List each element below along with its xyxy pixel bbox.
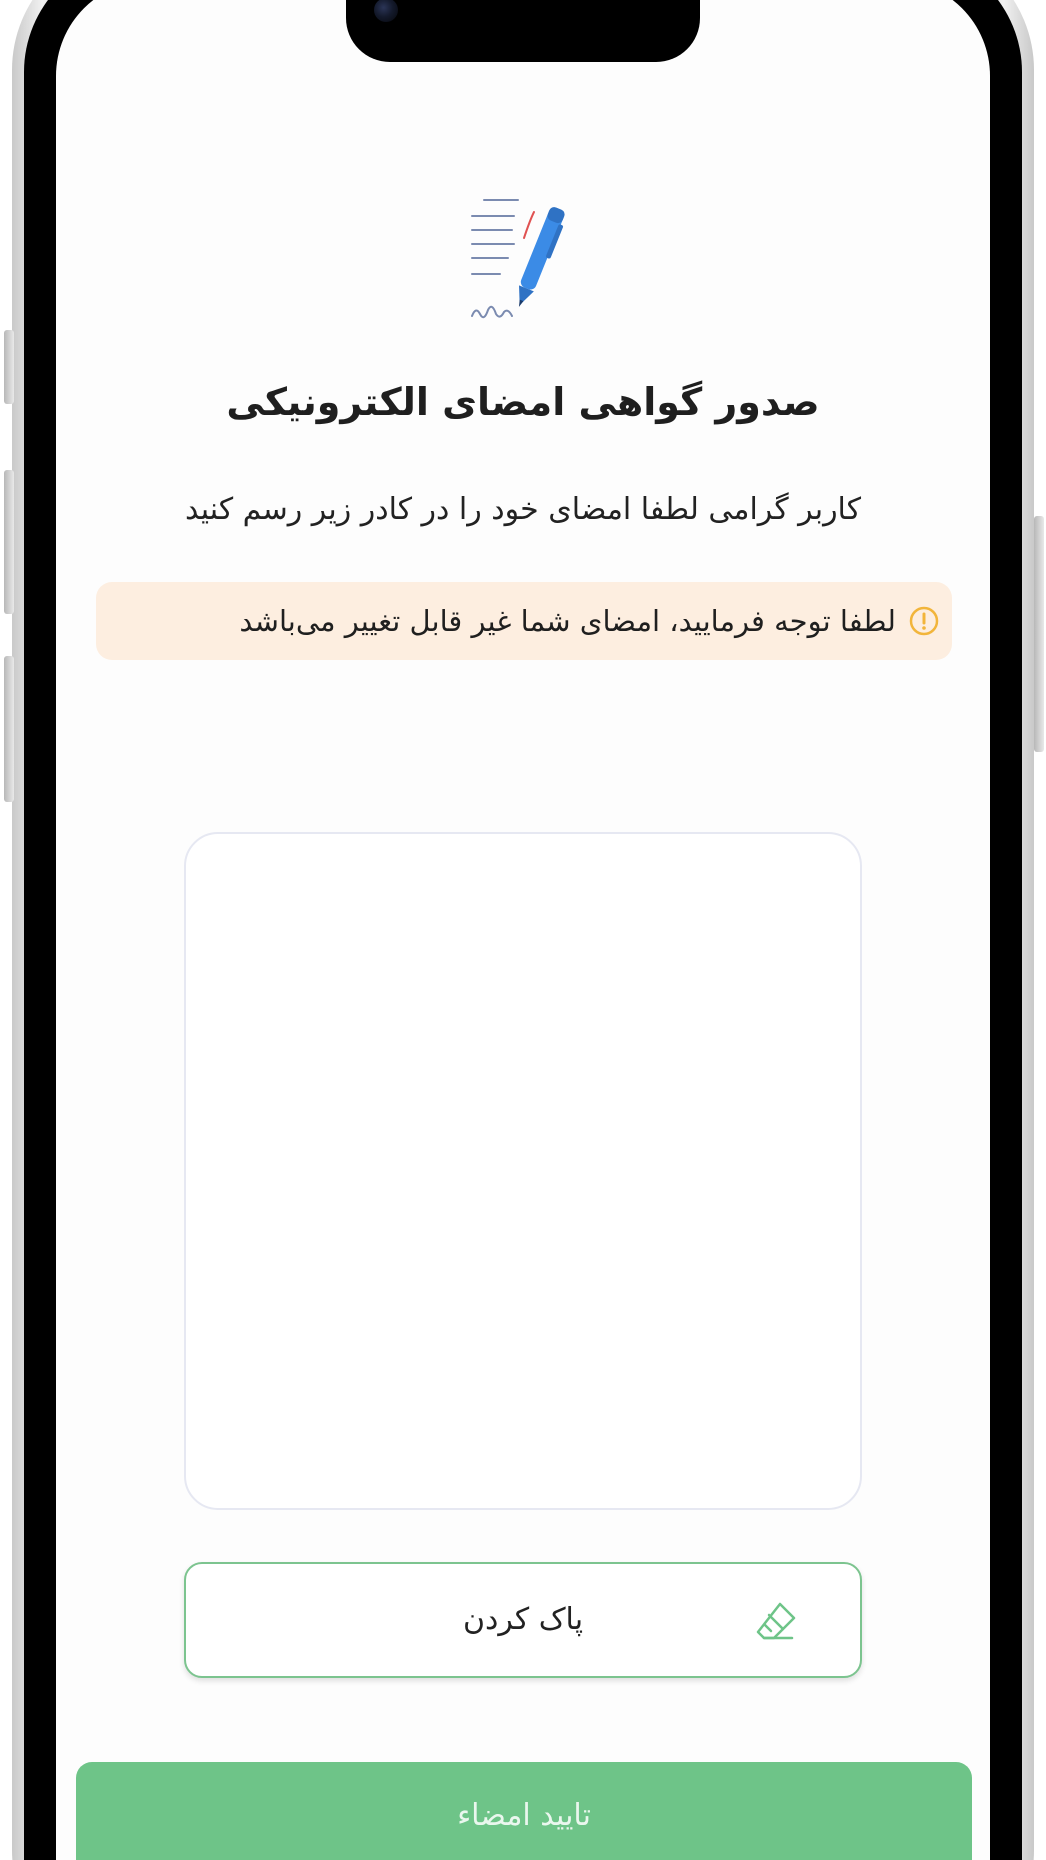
confirm-button-label: تایید امضاء — [457, 1798, 591, 1833]
warning-circle-icon — [908, 605, 940, 637]
camera-icon — [374, 0, 398, 22]
warning-banner — [96, 582, 952, 660]
confirm-signature-button[interactable] — [76, 1762, 972, 1860]
page-title: صدور گواهی امضای الکترونیکی — [226, 380, 820, 424]
instruction-text: کاربر گرامی لطفا امضای خود را در کادر زیر رسم کنید — [185, 492, 861, 527]
side-button-power — [1034, 516, 1044, 752]
side-button-volume-up — [4, 470, 14, 614]
signature-pad[interactable] — [184, 832, 862, 1510]
eraser-icon — [752, 1598, 800, 1646]
warning-text: لطفا توجه فرمایید، امضای شما غیر قابل تغییر می‌باشد — [239, 604, 896, 638]
app-screen — [56, 0, 990, 1860]
dynamic-island — [346, 0, 700, 62]
clear-button[interactable] — [184, 1562, 862, 1678]
signature-pen-icon — [464, 190, 584, 330]
clear-button-label: پاک کردن — [462, 1602, 584, 1637]
side-button-volume-down — [4, 656, 14, 802]
side-button-mute — [4, 330, 14, 404]
